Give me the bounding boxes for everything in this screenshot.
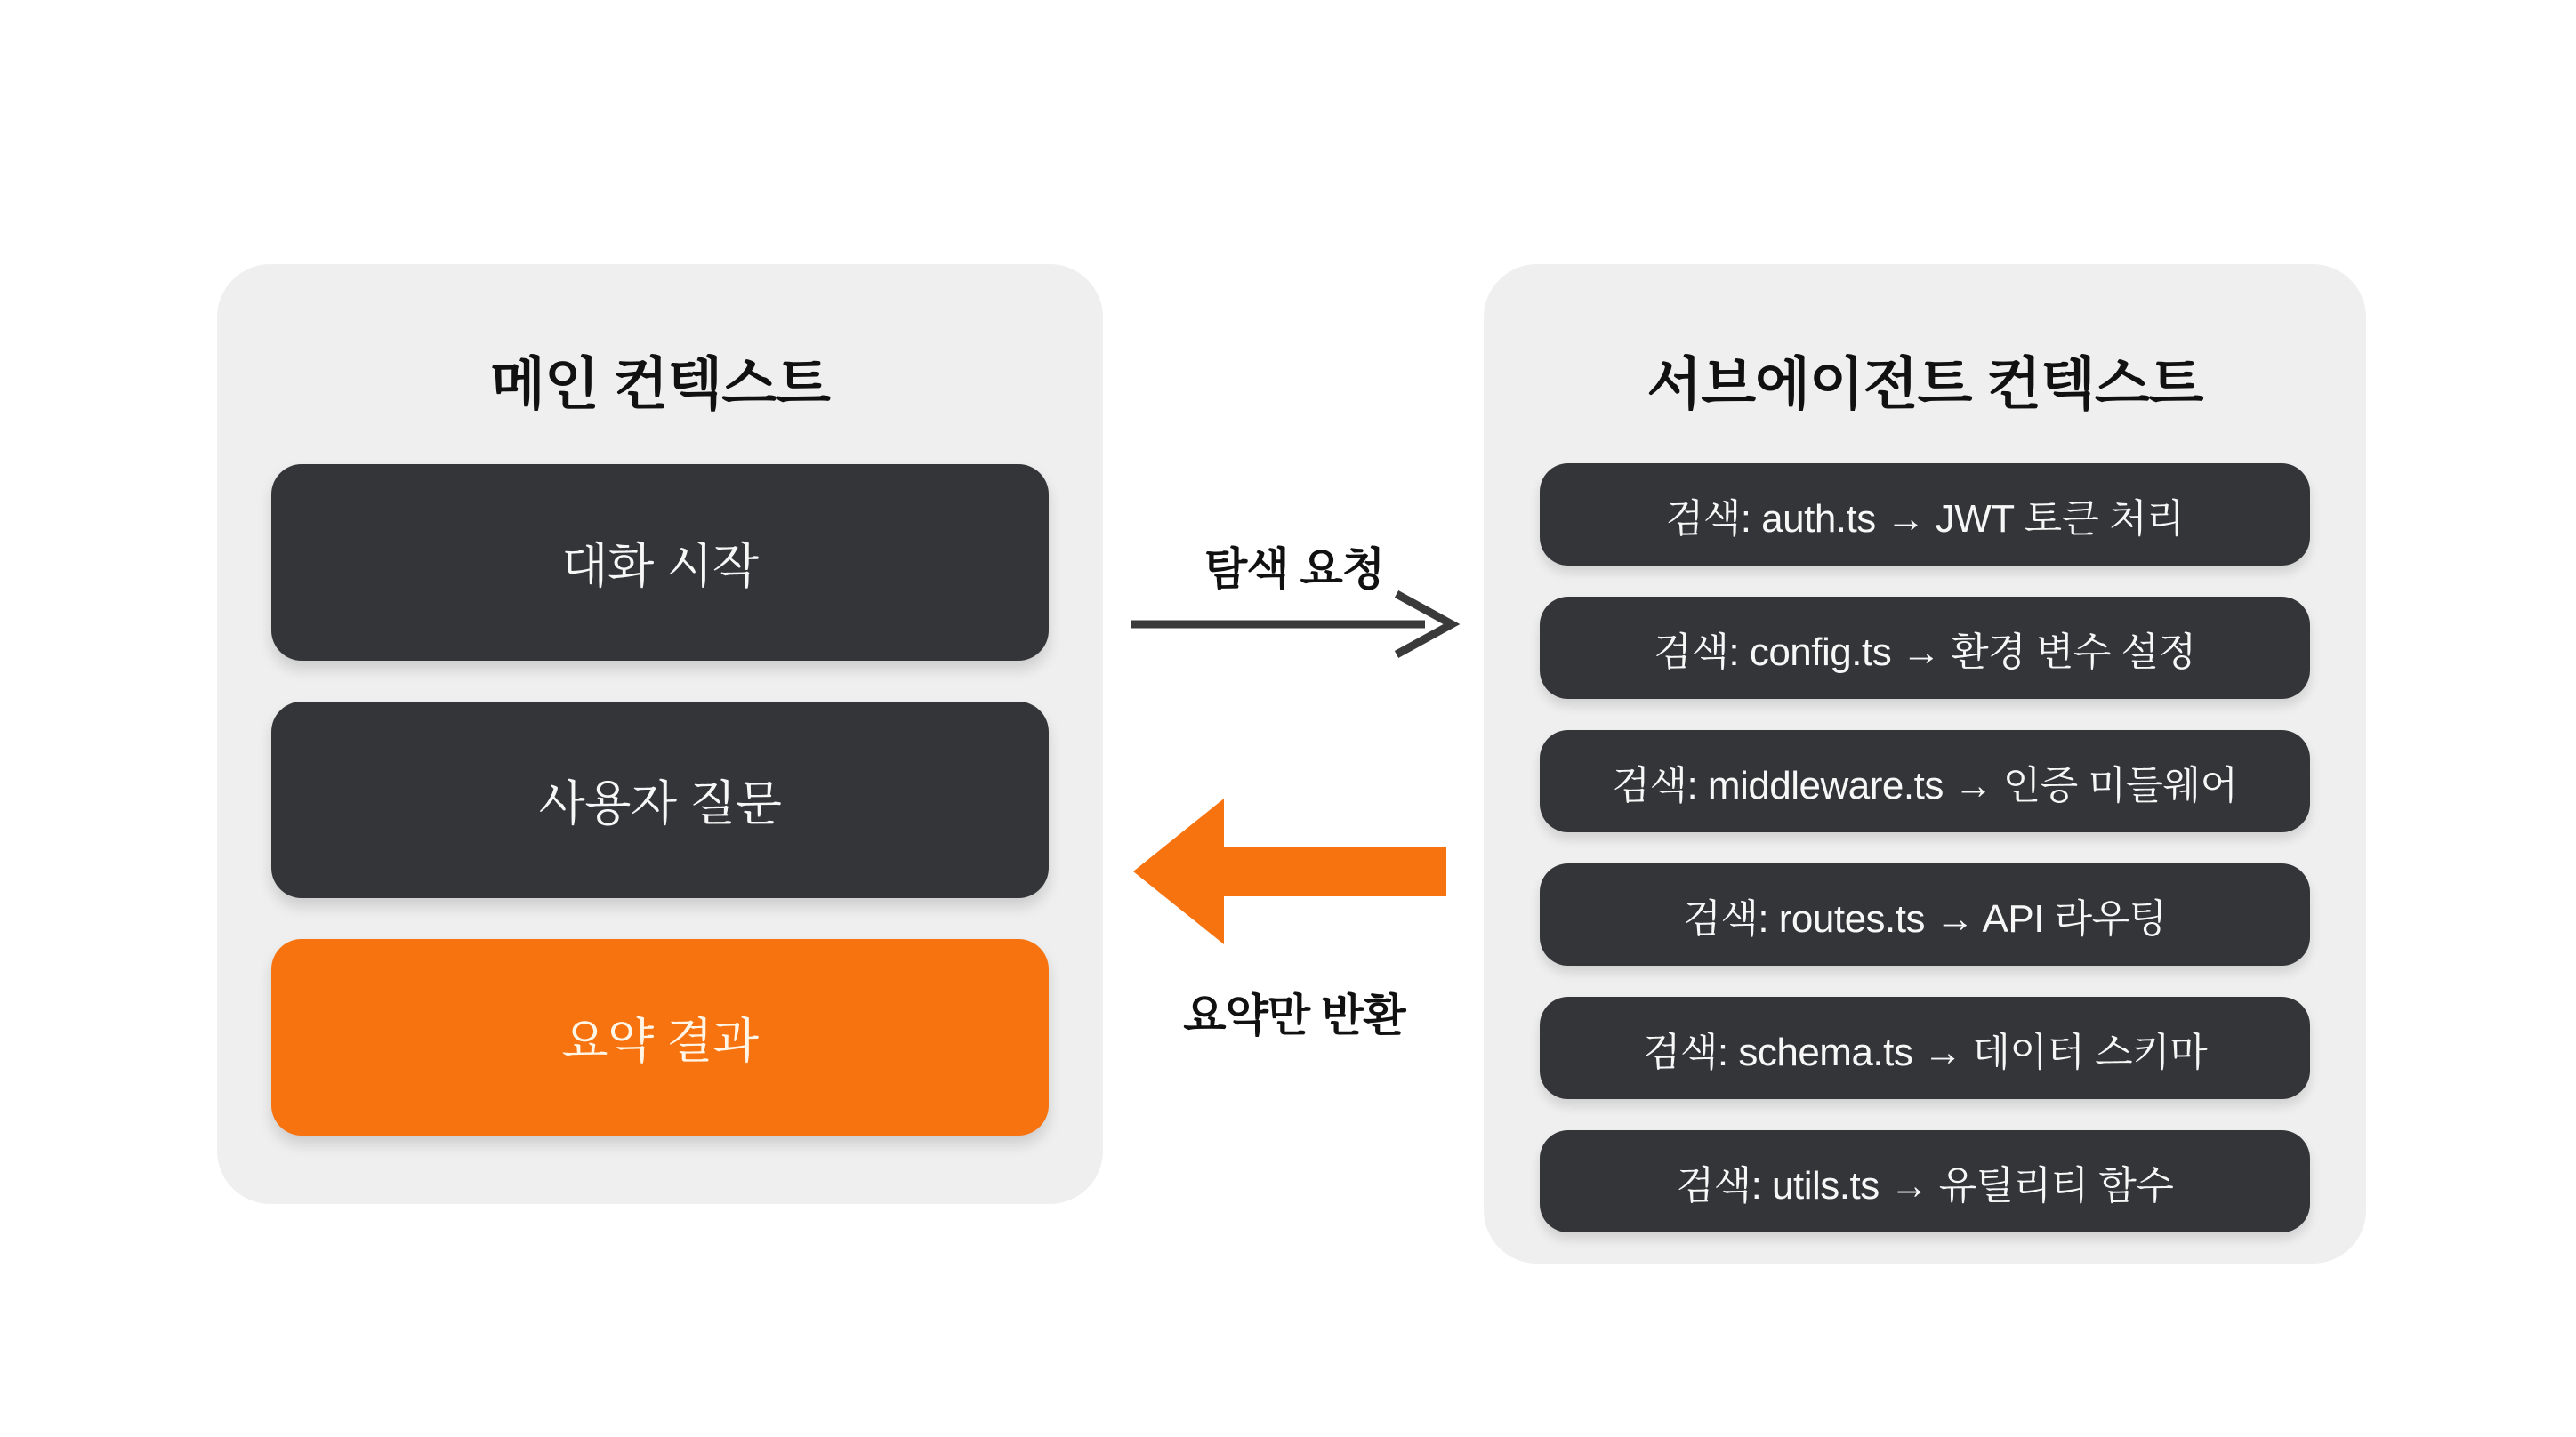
- main-box-summary-result: [271, 939, 1049, 1136]
- subagent-row-auth: [1540, 463, 2310, 566]
- subagent-row-utils: [1540, 1130, 2310, 1232]
- main-box-conversation-start-label: 대화 시작: [561, 540, 759, 593]
- main-box-user-question: [271, 702, 1049, 898]
- main-box-conversation-start: [271, 464, 1049, 661]
- subagent-row-utils-label: 검색: utils.ts → 유틸리티 함수: [1676, 1163, 2174, 1208]
- subagent-context-panel: [1484, 264, 2366, 1264]
- left-arrow-icon: [1128, 790, 1453, 953]
- main-box-summary-result-label: 요약 결과: [561, 1015, 759, 1068]
- subagent-row-middleware: [1540, 730, 2310, 832]
- subagent-row-config: [1540, 597, 2310, 699]
- main-context-title: 메인 컨텍스트: [490, 352, 830, 416]
- main-box-user-question-label: 사용자 질문: [538, 777, 782, 831]
- right-arrow-icon: [1128, 585, 1462, 665]
- subagent-row-routes-label: 검색: routes.ts → API 라우팅: [1683, 896, 2167, 941]
- subagent-row-routes: [1540, 863, 2310, 966]
- main-context-panel: [217, 264, 1103, 1204]
- subagent-row-config-label: 검색: config.ts → 환경 변수 설정: [1654, 630, 2196, 674]
- subagent-context-title: 서브에이전트 컨텍스트: [1646, 352, 2203, 416]
- subagent-row-schema-label: 검색: schema.ts → 데이터 스키마: [1642, 1030, 2208, 1074]
- subagent-row-schema: [1540, 997, 2310, 1099]
- request-arrow-label: 탐색 요청: [1203, 544, 1385, 594]
- return-arrow-label: 요약만 반환: [1183, 991, 1405, 1040]
- subagent-row-middleware-label: 검색: middleware.ts → 인증 미들웨어: [1612, 763, 2238, 807]
- subagent-row-auth-label: 검색: auth.ts → JWT 토큰 처리: [1665, 496, 2185, 541]
